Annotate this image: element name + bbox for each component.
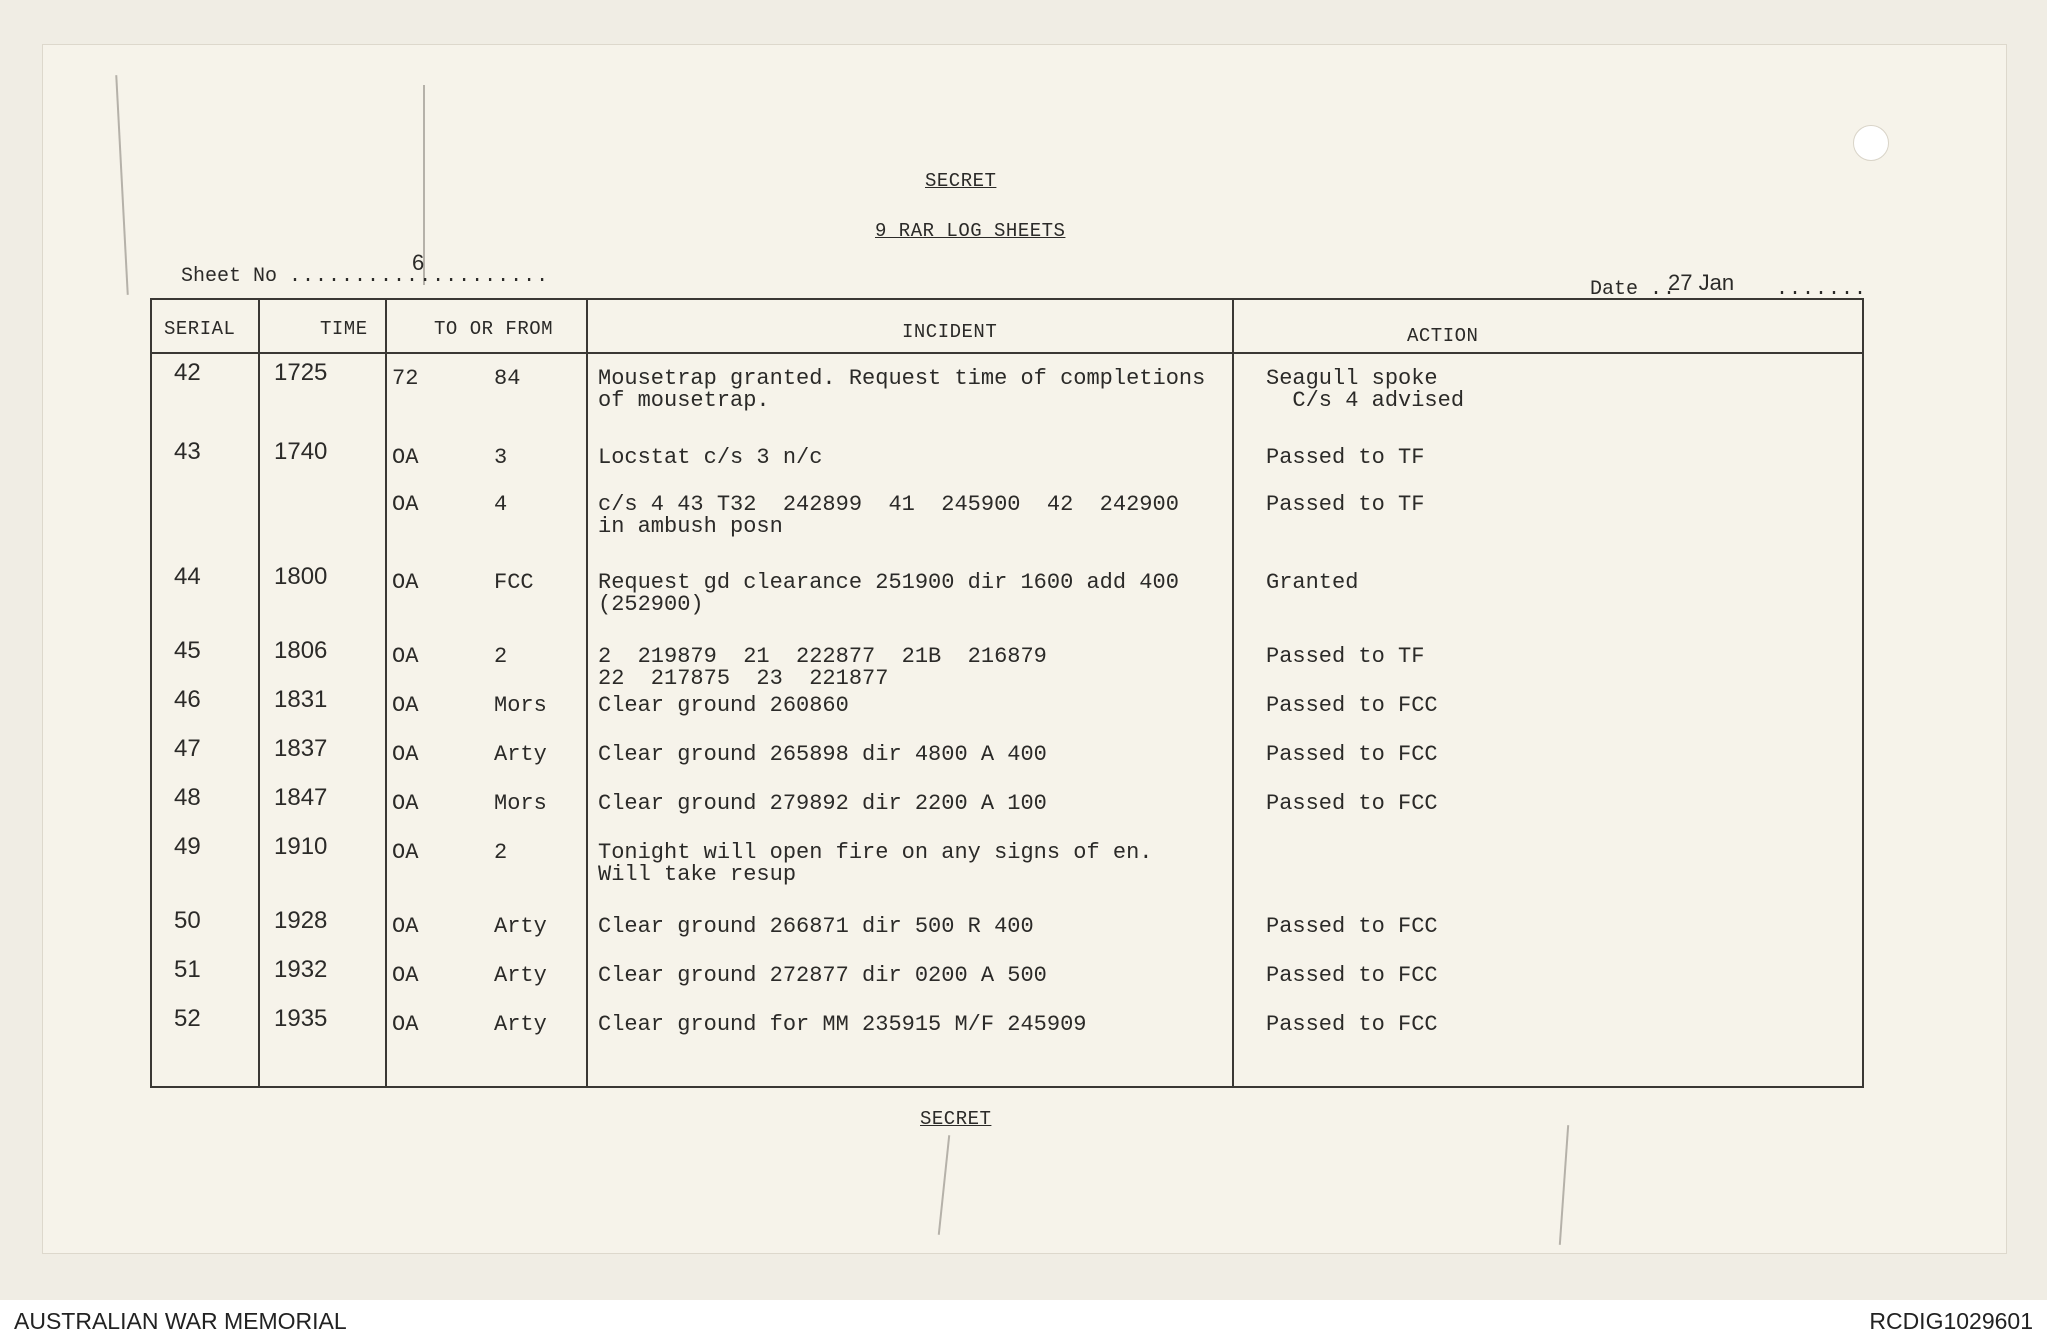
sheet-dots-right: .......... [419,265,550,288]
punch-hole [1853,125,1889,161]
cell-time: 1725 [274,359,328,386]
column-divider [586,300,588,1086]
cell-from: Arty [494,963,547,988]
cell-incident: Request gd clearance 251900 dir 1600 add 400 (252900) [598,570,1179,617]
cell-from: Arty [494,1012,547,1037]
cell-from: 2 [494,644,508,669]
document-title: 9 RAR LOG SHEETS [875,220,1066,242]
cell-serial: 42 [174,359,201,386]
cell-action: Seagull spoke C/s 4 advised [1266,366,1465,413]
header-divider [152,352,1862,354]
cell-serial: 45 [174,637,201,664]
cell-from: Mors [494,693,547,718]
cell-incident: Clear ground 266871 dir 500 R 400 [598,914,1034,939]
cell-from: Mors [494,791,547,816]
cell-time: 1740 [274,438,328,465]
footer-record-id: RCDIG1029601 [1869,1308,2033,1334]
cell-time: 1928 [274,907,328,934]
cell-serial: 43 [174,438,201,465]
cell-serial: 50 [174,907,201,934]
cell-from: 2 [494,840,508,865]
cell-from: 4 [494,492,508,517]
cell-to: OA [392,840,419,865]
header-time: TIME [320,318,368,340]
classification-bottom: SECRET [920,1108,992,1130]
log-table [150,298,1864,1088]
cell-to: OA [392,963,419,988]
cell-to: OA [392,492,419,517]
fold-mark [938,1135,950,1235]
cell-action: Granted [1266,570,1359,595]
cell-to: OA [392,791,419,816]
cell-serial: 47 [174,735,201,762]
sheet-number-value: 6 [412,250,425,275]
cell-time: 1932 [274,956,328,983]
cell-incident: Clear ground for MM 235915 M/F 245909 [598,1012,1087,1037]
cell-from: Arty [494,742,547,767]
cell-action: Passed to TF [1266,644,1425,669]
cell-serial: 49 [174,833,201,860]
cell-time: 1831 [274,686,328,713]
cell-to: OA [392,914,419,939]
cell-to: OA [392,644,419,669]
cell-time: 1910 [274,833,328,860]
column-divider [385,300,387,1086]
date-value: 27 Jan [1668,270,1735,295]
sheet-label: Sheet No [181,265,278,288]
cell-incident: Clear ground 272877 dir 0200 A 500 [598,963,1047,988]
cell-action: Passed to FCC [1266,693,1438,718]
cell-serial: 44 [174,563,201,590]
cell-action: Passed to FCC [1266,914,1438,939]
cell-incident: Clear ground 265898 dir 4800 A 400 [598,742,1047,767]
column-divider [1232,300,1234,1086]
cell-action: Passed to TF [1266,445,1425,470]
sheet-dots-left: .......... [289,265,420,288]
header-serial: SERIAL [164,318,236,340]
column-divider [258,300,260,1086]
cell-incident: Clear ground 279892 dir 2200 A 100 [598,791,1047,816]
cell-serial: 48 [174,784,201,811]
header-incident: INCIDENT [902,321,998,343]
header-to-or-from: TO OR FROM [434,318,554,340]
cell-incident: 2 219879 21 222877 21B 216879 22 217875 23 221877 [598,644,1047,691]
cell-serial: 51 [174,956,201,983]
cell-action: Passed to FCC [1266,1012,1438,1037]
cell-action: Passed to FCC [1266,963,1438,988]
fold-mark [115,75,129,295]
cell-time: 1935 [274,1005,328,1032]
archive-footer [0,1300,2047,1339]
cell-from: 84 [494,366,521,391]
cell-time: 1847 [274,784,328,811]
cell-to: OA [392,1012,419,1037]
cell-to: OA [392,742,419,767]
cell-time: 1800 [274,563,328,590]
cell-incident: Mousetrap granted. Request time of completions of mousetrap. [598,366,1206,413]
cell-serial: 52 [174,1005,201,1032]
cell-from: FCC [494,570,534,595]
cell-time: 1837 [274,735,328,762]
footer-institution: AUSTRALIAN WAR MEMORIAL [14,1308,347,1334]
cell-incident: Locstat c/s 3 n/c [598,445,823,470]
cell-to: OA [392,693,419,718]
classification-top: SECRET [925,170,997,192]
cell-from: 3 [494,445,508,470]
header-action: ACTION [1407,325,1479,347]
fold-mark [1559,1125,1569,1245]
cell-action: Passed to FCC [1266,791,1438,816]
sheet-number-field [181,265,549,288]
cell-incident: Clear ground 260860 [598,693,849,718]
cell-incident: c/s 4 43 T32 242899 41 245900 42 242900 in ambush posn [598,492,1179,539]
cell-time: 1806 [274,637,328,664]
date-dots-right: ....... [1776,278,1868,301]
cell-serial: 46 [174,686,201,713]
date-dots-left: .. [1650,278,1677,301]
cell-action: Passed to TF [1266,492,1425,517]
cell-to: OA [392,570,419,595]
cell-incident: Tonight will open fire on any signs of en. Will take resup [598,840,1153,887]
cell-from: Arty [494,914,547,939]
cell-action: Passed to FCC [1266,742,1438,767]
cell-to: OA [392,445,419,470]
cell-to: 72 [392,366,419,391]
date-label: Date [1590,278,1639,301]
